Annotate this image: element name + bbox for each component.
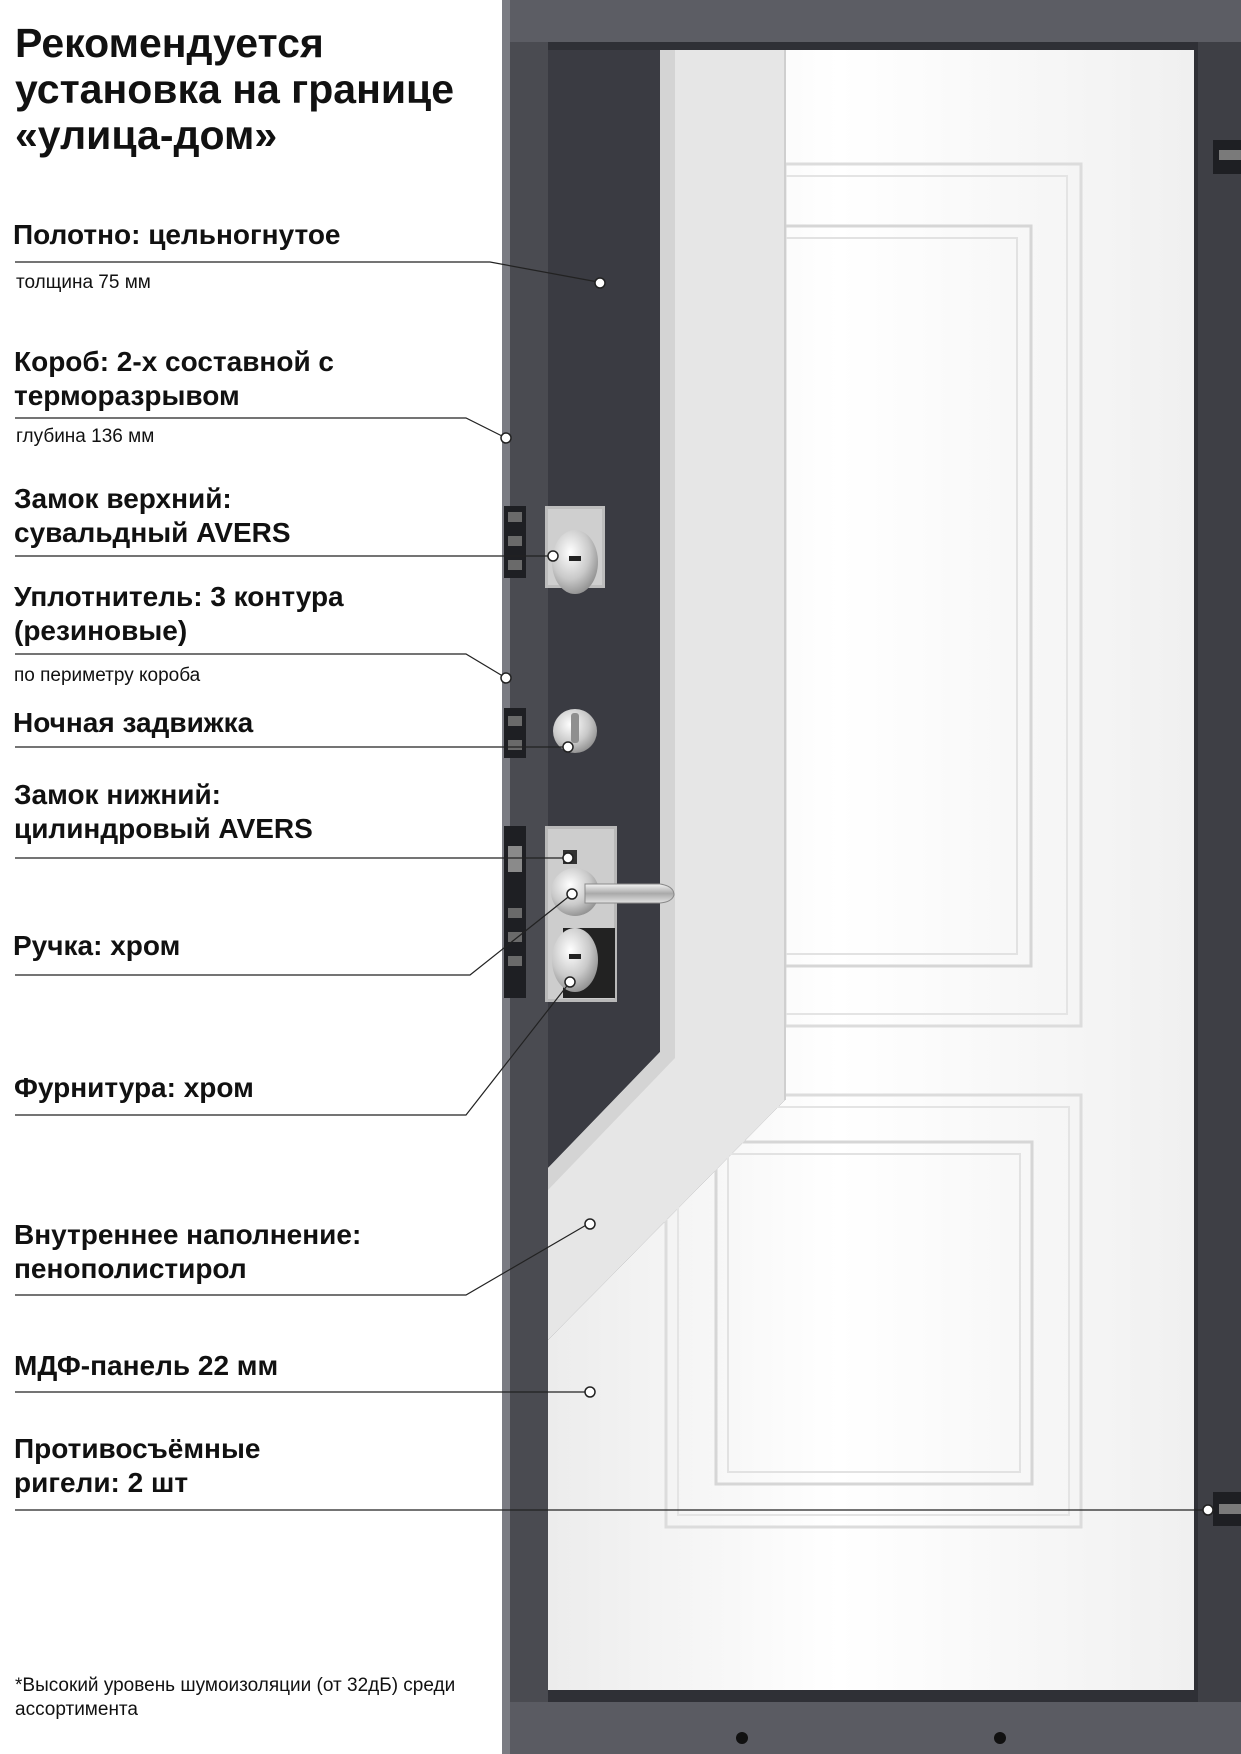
feature-title-seal: Уплотнитель: 3 контура (резиновые) — [14, 581, 344, 646]
feature-sub-leaf: толщина 75 мм — [16, 272, 151, 293]
footnote: *Высокий уровень шумоизоляции (от 32дБ) среди ассортимента — [15, 1675, 456, 1720]
feature-title-night-latch: Ночная задвижка — [13, 707, 254, 738]
feature-title-anti-removal: Противосъёмные ригели: 2 шт — [14, 1433, 261, 1498]
feature-sub-seal: по периметру короба — [14, 665, 201, 686]
feature-sub-frame: глубина 136 мм — [16, 426, 155, 447]
feature-title-filling: Внутреннее наполнение: пенополистирол — [14, 1219, 362, 1284]
upper-lock-escutcheon — [545, 506, 605, 594]
feature-title-mdf: МДФ-панель 22 мм — [14, 1350, 279, 1381]
feature-title-leaf: Полотно: цельногнутое — [13, 219, 341, 250]
feature-title-upper-lock: Замок верхний: сувальдный AVERS — [14, 483, 291, 548]
feature-title-handle: Ручка: хром — [13, 930, 181, 961]
headline: Рекомендуется установка на границе «улица-дом» — [15, 20, 455, 158]
feature-title-lower-lock: Замок нижний: цилиндровый AVERS — [14, 779, 313, 844]
feature-title-fittings: Фурнитура: хром — [14, 1072, 254, 1103]
feature-title-frame: Короб: 2-х составной с терморазрывом — [14, 346, 335, 411]
